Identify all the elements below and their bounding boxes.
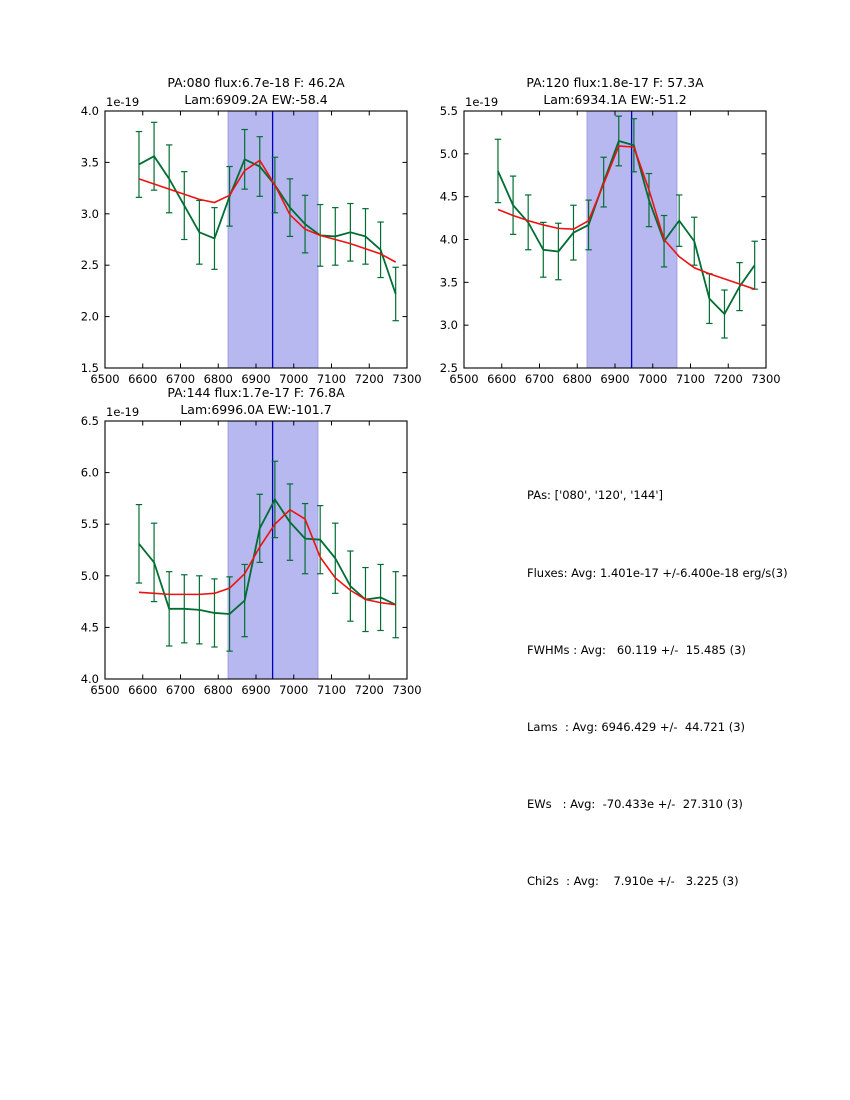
axis-offset-label: 1e-19 [106, 405, 140, 419]
stats-line-pas: PAs: ['080', '120', '144'] [527, 488, 664, 503]
chart-title-line2: Lam:6996.0A EW:-101.7 [180, 402, 332, 417]
stats-line-chi2s: Chi2s : Avg: 7.910e +/- 3.225 (3) [527, 873, 739, 888]
x-axis-tick-label: 6800 [203, 371, 233, 386]
chart-pa080 [81, 75, 422, 386]
axis-offset-label: 1e-19 [106, 95, 140, 109]
x-axis-tick-label: 7300 [392, 682, 422, 697]
y-axis-tick-label: 2.5 [439, 361, 458, 375]
y-axis-tick-label: 2.5 [80, 258, 99, 273]
x-axis-tick-label: 6500 [90, 371, 120, 386]
x-axis-tick-label: 6700 [165, 371, 196, 386]
x-axis-tick-label: 6600 [128, 682, 158, 697]
x-axis-tick-label: 6700 [524, 371, 555, 386]
y-axis-tick-label: 2.0 [80, 309, 99, 324]
stats-line-lams: Lams : Avg: 6946.429 +/- 44.721 (3) [527, 719, 746, 734]
x-axis-tick-label: 7200 [354, 682, 384, 697]
x-axis-tick-label: 6900 [600, 371, 630, 386]
y-axis-tick-label: 4.5 [439, 189, 458, 204]
y-axis-tick-label: 5.0 [80, 568, 99, 583]
stats-line-fluxes: Fluxes: Avg: 1.401e-17 +/-6.400e-18 erg/s(3) [527, 565, 788, 580]
x-axis-tick-label: 6600 [487, 371, 517, 386]
y-axis-tick-label: 6.5 [80, 414, 99, 428]
chart-pa120 [440, 75, 781, 386]
chart-title-line2: Lam:6909.2A EW:-58.4 [184, 92, 328, 107]
y-axis-tick-label: 3.0 [80, 206, 99, 221]
x-axis-tick-label: 7100 [316, 371, 347, 386]
y-axis-tick-label: 5.0 [439, 146, 458, 161]
stats-line-ews: EWs : Avg: -70.433e +/- 27.310 (3) [527, 796, 743, 811]
x-axis-tick-label: 7300 [392, 371, 422, 386]
x-axis-tick-label: 6600 [128, 371, 158, 386]
y-axis-tick-label: 5.5 [80, 517, 99, 532]
y-axis-tick-label: 5.5 [439, 104, 458, 118]
x-axis-tick-label: 7000 [279, 371, 309, 386]
x-axis-tick-label: 6800 [203, 682, 233, 697]
y-axis-tick-label: 4.0 [439, 232, 458, 247]
x-axis-tick-label: 6800 [562, 371, 592, 386]
x-axis-tick-label: 6700 [165, 682, 196, 697]
chart-title-line1: PA:120 flux:1.8e-17 F: 57.3A [526, 75, 704, 90]
chart-title-line1: PA:144 flux:1.7e-17 F: 76.8A [167, 385, 345, 400]
chart-pa144 [81, 385, 422, 697]
stats-panel [527, 432, 788, 946]
x-axis-tick-label: 7000 [279, 682, 309, 697]
y-axis-tick-label: 3.5 [80, 155, 99, 170]
x-axis-tick-label: 7200 [713, 371, 743, 386]
x-axis-tick-label: 6900 [241, 371, 271, 386]
y-axis-tick-label: 1.5 [80, 361, 99, 375]
y-axis-tick-label: 3.5 [439, 275, 458, 290]
x-axis-tick-label: 6900 [241, 682, 271, 697]
y-axis-tick-label: 6.0 [80, 465, 99, 480]
stats-line-fwhms: FWHMs : Avg: 60.119 +/- 15.485 (3) [527, 642, 746, 657]
y-axis-tick-label: 4.0 [80, 104, 99, 118]
y-axis-tick-label: 4.5 [80, 620, 99, 635]
chart-title-line2: Lam:6934.1A EW:-51.2 [543, 92, 687, 107]
chart-title-line1: PA:080 flux:6.7e-18 F: 46.2A [167, 75, 345, 90]
x-axis-tick-label: 7100 [316, 682, 347, 697]
y-axis-tick-label: 3.0 [439, 318, 458, 333]
y-axis-tick-label: 4.0 [80, 672, 99, 686]
x-axis-tick-label: 7100 [675, 371, 706, 386]
x-axis-tick-label: 7000 [638, 371, 668, 386]
x-axis-tick-label: 7300 [751, 371, 781, 386]
x-axis-tick-label: 6500 [449, 371, 479, 386]
x-axis-tick-label: 6500 [90, 682, 120, 697]
axis-offset-label: 1e-19 [465, 95, 499, 109]
x-axis-tick-label: 7200 [354, 371, 384, 386]
